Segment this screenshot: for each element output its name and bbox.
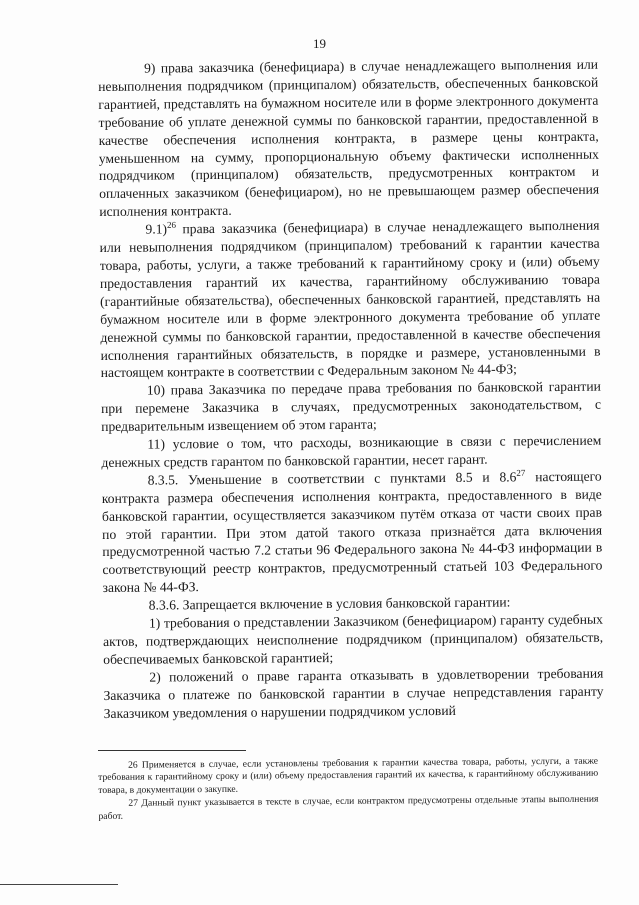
paragraph-8-3-6-item-2: 2) положений о праве гаранта отказывать в удовлетворении требования Заказчика о платеже по банковской гарантии в случае непредставления гаранту Заказчиком уведомления о нарушении подрядчиком условий (103, 665, 604, 721)
page-number: 19 (313, 36, 326, 51)
footnotes (98, 756, 599, 824)
footnote-ref-26: 26 (166, 219, 177, 231)
paragraph-item-9-1: 9.1)$^{26}$ права заказчика (бенефициара) в случае ненадлежащего выполнения или невыполнения подрядчиком (принципалом) требований к гарантии качества товара, работы, услуги, а также требований к гарантийному сроку и (или) объему предоставления гарантий их качества, гарантийному обслуживанию товара (гарантийные обязательства), обеспеченных банковской гарантией, представлять на бумажном носителе или в форме электронного документа требование об уплате денежной суммы по банковской гарантии, предоставленной в качестве обеспечения исполнения гарантийных обязательств, в порядке и размере, установленными в настоящем контракте в соответствии с Федеральным законом № 44-ФЗ; (99, 217, 601, 381)
paragraph-8-3-6-item-1: 1) требования о представлении Заказчиком (бенефициаром) гаранту судебных актов, подтверждающих неисполнение подрядчиком (принципалом) обязательств, обеспечиваемых банковской гарантией; (103, 611, 604, 667)
paragraph-8-3-5: 8.3.5. Уменьшение в соответствии с пунктами 8.5 и $8.6^{27}$ настоящего контракта размера обеспечения исполнения контракта, предоставленного в виде банковской гарантии, осуществляется заказчиком путём отказа от части своих прав по этой гарантии. При этом датой такого отказа признаётся дата включения предусмотренной частью 7.2 статьи 96 Федерального закона № 44-ФЗ информации в соответствующий реестр контрактов, предусмотренный статьей 103 Федерального закона № 44-ФЗ. (101, 467, 603, 596)
paragraph-item-11: 11) условие о том, что расходы, возникающие в связи с перечислением денежных средств гарантом по банковской гарантии, несет гарант. (101, 432, 602, 470)
body-text (98, 56, 604, 723)
footnote-separator (98, 750, 246, 751)
paragraph-8-3-6: 8.3.6. Запрещается включение в условия банковской гарантии: (148, 594, 511, 613)
paragraph-item-10: 10) права Заказчика по передаче права требования по банковской гарантии при перемене Заказчика в случаях, предусмотренных законодательством, с предварительным извещением об этом гаранта; (100, 378, 602, 435)
footnote-ref-27: 27 (516, 467, 526, 478)
bottom-divider (0, 884, 118, 885)
paragraph-item-9: 9) права заказчика (бенефициара) в случае ненадлежащего выполнения или невыполнения подрядчиком (принципалом) обязательств, обеспеченных банковской гарантией, представлять на бумажном носителе или в форме электронного документа требование об уплате денежной суммы по банковской гарантии, предоставленной в качестве обеспечения исполнения контракта, в размере цены контракта, уменьшенном на сумму, пропорциональную объему фактически исполненных подрядчиком (принципалом) обязательств, предусмотренных контрактом и оплаченных заказчиком (бенефициаром), но не превышающем размер обеспечения исполнения контракта. (98, 56, 600, 220)
footnote-26: 26 Применяется в случае, если установлены требования к гарантии качества товара, работы, услуги, а также требования к гарантийному сроку и (или) объему предоставления гарантий их качества, к гарантийному обслуживанию товара, в документации о закупке. (98, 755, 599, 796)
footnote-27: 27 Данный пункт указывается в тексте в случае, если контрактом предусмотрены отдельные этапы выполнения работ. (98, 793, 599, 822)
